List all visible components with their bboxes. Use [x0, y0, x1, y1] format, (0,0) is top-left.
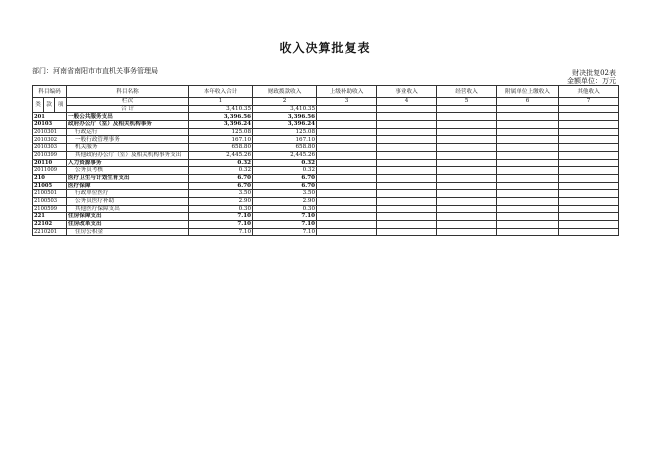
- income-total: 7.10: [189, 228, 253, 236]
- department-label: 部门：河南省南阳市市直机关事务管理局: [32, 67, 158, 75]
- empty-cell: [377, 213, 437, 221]
- empty-cell: [377, 197, 437, 205]
- empty-cell: [497, 136, 559, 144]
- subject-code: 2011009: [33, 167, 67, 175]
- empty-cell: [317, 159, 377, 167]
- empty-cell: [559, 136, 619, 144]
- subject-code: 20110: [33, 159, 67, 167]
- subject-name: 人力资源事务: [67, 159, 189, 167]
- table-row: [33, 121, 619, 129]
- income-total: 0.32: [189, 159, 253, 167]
- form-number: 财决批复02表: [572, 69, 616, 77]
- subject-code: 2010301: [33, 128, 67, 136]
- total-fiscal: 3,410.35: [253, 105, 317, 113]
- table-row: [33, 190, 619, 198]
- empty-cell: [497, 221, 559, 229]
- subject-code: 201: [33, 113, 67, 121]
- subject-code: 2100599: [33, 205, 67, 213]
- income-total: 125.08: [189, 128, 253, 136]
- table-row: [33, 159, 619, 167]
- empty-cell: [559, 182, 619, 190]
- empty-cell: [559, 221, 619, 229]
- income-total: 7.10: [189, 213, 253, 221]
- header-xiang: 项: [55, 98, 67, 113]
- subject-code: 2010399: [33, 151, 67, 159]
- empty-cell: [559, 144, 619, 152]
- empty-cell: [317, 221, 377, 229]
- empty-cell: [559, 174, 619, 182]
- empty-cell: [377, 182, 437, 190]
- header-col-other: 其他收入: [559, 86, 619, 98]
- table-row: [33, 213, 619, 221]
- empty-cell: [437, 121, 497, 129]
- empty-cell: [497, 159, 559, 167]
- empty-cell: [377, 136, 437, 144]
- empty-cell: [377, 190, 437, 198]
- empty-cell: [497, 128, 559, 136]
- total-label: 合 计: [67, 105, 189, 113]
- empty-cell: [497, 182, 559, 190]
- subject-name: 行政运行: [67, 128, 189, 136]
- subject-name: 医疗卫生与计划生育支出: [67, 174, 189, 182]
- empty-cell: [497, 197, 559, 205]
- col-number-2: 2: [253, 98, 317, 106]
- empty-cell: [437, 213, 497, 221]
- empty-cell: [317, 121, 377, 129]
- header-col-operating: 经营收入: [437, 86, 497, 98]
- table-row: [33, 136, 619, 144]
- header-col-subsidiary: 附属单位上缴收入: [497, 86, 559, 98]
- table-row: [33, 151, 619, 159]
- subject-name: 公务员医疗补助: [67, 197, 189, 205]
- table-row: [33, 197, 619, 205]
- empty-cell: [377, 167, 437, 175]
- empty-cell: [377, 144, 437, 152]
- subject-code: 2210201: [33, 228, 67, 236]
- empty-cell: [559, 159, 619, 167]
- income-total: 3.50: [189, 190, 253, 198]
- table-row: [33, 144, 619, 152]
- fiscal-income: 3,396.24: [253, 121, 317, 129]
- empty-cell: [317, 151, 377, 159]
- empty-cell: [437, 174, 497, 182]
- empty-cell: [437, 136, 497, 144]
- empty-cell: [559, 113, 619, 121]
- income-total: 7.10: [189, 221, 253, 229]
- row-label: 栏次: [67, 98, 189, 106]
- income-total: 0.30: [189, 205, 253, 213]
- subject-code: 221: [33, 213, 67, 221]
- col-number-7: 7: [559, 98, 619, 106]
- fiscal-income: 3.50: [253, 190, 317, 198]
- empty-cell: [559, 151, 619, 159]
- empty-cell: [497, 113, 559, 121]
- empty-cell: [317, 174, 377, 182]
- table-row: [33, 128, 619, 136]
- total-row: [33, 105, 619, 113]
- empty-cell: [317, 113, 377, 121]
- header-lei: 类: [33, 98, 44, 113]
- fiscal-income: 658.80: [253, 144, 317, 152]
- subject-code: 2100501: [33, 190, 67, 198]
- subject-name: 一般公共服务支出: [67, 113, 189, 121]
- table-row: [33, 228, 619, 236]
- subject-code: 2100503: [33, 197, 67, 205]
- empty-cell: [377, 151, 437, 159]
- empty-cell: [317, 182, 377, 190]
- income-total: 6.70: [189, 174, 253, 182]
- income-total: 167.10: [189, 136, 253, 144]
- empty-cell: [377, 174, 437, 182]
- header-col-superior: 上级补助收入: [317, 86, 377, 98]
- fiscal-income: 6.70: [253, 182, 317, 190]
- empty-cell: [317, 144, 377, 152]
- empty-cell: [559, 121, 619, 129]
- empty-cell: [497, 121, 559, 129]
- fiscal-income: 6.70: [253, 174, 317, 182]
- empty-cell: [317, 197, 377, 205]
- col-number-6: 6: [497, 98, 559, 106]
- empty-cell: [317, 136, 377, 144]
- empty-cell: [317, 213, 377, 221]
- fiscal-income: 3,396.56: [253, 113, 317, 121]
- fiscal-income: 0.32: [253, 159, 317, 167]
- empty-cell: [437, 159, 497, 167]
- header-col-business: 事业收入: [377, 86, 437, 98]
- fiscal-income: 7.10: [253, 213, 317, 221]
- empty-cell: [497, 167, 559, 175]
- subject-code: 2010303: [33, 144, 67, 152]
- empty-cell: [437, 113, 497, 121]
- fiscal-income: 167.10: [253, 136, 317, 144]
- empty-cell: [559, 213, 619, 221]
- table-row: [33, 113, 619, 121]
- table-row: [33, 221, 619, 229]
- header-kuan: 款: [44, 98, 55, 113]
- empty-cell: [437, 128, 497, 136]
- empty-cell: [559, 167, 619, 175]
- empty-cell: [437, 182, 497, 190]
- table-row: [33, 182, 619, 190]
- header-subject-name: 科目名称: [67, 86, 189, 98]
- col-number-5: 5: [437, 98, 497, 106]
- amount-unit: 金额单位：万元: [567, 77, 616, 85]
- empty-cell: [317, 205, 377, 213]
- subject-name: 住房改革支出: [67, 221, 189, 229]
- fiscal-income: 125.08: [253, 128, 317, 136]
- subject-code: 210: [33, 174, 67, 182]
- subject-name: 住房保障支出: [67, 213, 189, 221]
- subject-name: 医疗保障: [67, 182, 189, 190]
- total-income: 3,410.35: [189, 105, 253, 113]
- table-row: [33, 167, 619, 175]
- empty-cell: [437, 197, 497, 205]
- empty-cell: [559, 228, 619, 236]
- empty-cell: [377, 221, 437, 229]
- fiscal-income: 7.10: [253, 221, 317, 229]
- income-total: 3,396.56: [189, 113, 253, 121]
- empty-cell: [317, 167, 377, 175]
- empty-cell: [437, 228, 497, 236]
- table-row: [33, 174, 619, 182]
- empty-cell: [437, 190, 497, 198]
- header-subject-code: 科目编码: [33, 86, 67, 98]
- empty-cell: [559, 205, 619, 213]
- empty-cell: [437, 144, 497, 152]
- empty-cell: [317, 228, 377, 236]
- fiscal-income: 7.10: [253, 228, 317, 236]
- empty-cell: [377, 228, 437, 236]
- subject-name: 机关服务: [67, 144, 189, 152]
- empty-cell: [497, 174, 559, 182]
- header-col-fiscal: 财政拨款收入: [253, 86, 317, 98]
- subject-name: 其他医疗保障支出: [67, 205, 189, 213]
- empty-cell: [437, 167, 497, 175]
- empty-cell: [497, 228, 559, 236]
- empty-cell: [559, 190, 619, 198]
- empty-cell: [497, 144, 559, 152]
- income-total: 658.80: [189, 144, 253, 152]
- empty-cell: [377, 113, 437, 121]
- subject-code: 20103: [33, 121, 67, 129]
- empty-cell: [377, 121, 437, 129]
- empty-cell: [497, 213, 559, 221]
- empty-cell: [559, 197, 619, 205]
- empty-cell: [317, 128, 377, 136]
- empty-cell: [437, 151, 497, 159]
- subject-name: 其他政府办公厅（室）及相关机构事务支出: [67, 151, 189, 159]
- empty-cell: [437, 205, 497, 213]
- empty-cell: [559, 128, 619, 136]
- empty-cell: [497, 190, 559, 198]
- income-total: 0.32: [189, 167, 253, 175]
- col-number-4: 4: [377, 98, 437, 106]
- fiscal-income: 0.30: [253, 205, 317, 213]
- empty-cell: [377, 159, 437, 167]
- subject-code: 22102: [33, 221, 67, 229]
- fiscal-income: 2,445.26: [253, 151, 317, 159]
- income-total: 2,445.26: [189, 151, 253, 159]
- subject-name: 一般行政管理事务: [67, 136, 189, 144]
- income-total: 6.70: [189, 182, 253, 190]
- empty-cell: [317, 190, 377, 198]
- subject-name: 行政单位医疗: [67, 190, 189, 198]
- subject-name: 公务员考核: [67, 167, 189, 175]
- subject-code: 21005: [33, 182, 67, 190]
- empty-cell: [437, 221, 497, 229]
- subject-code: 2010302: [33, 136, 67, 144]
- empty-cell: [497, 151, 559, 159]
- document-title: 收入决算批复表: [279, 41, 371, 55]
- empty-cell: [377, 128, 437, 136]
- subject-name: 住房公积金: [67, 228, 189, 236]
- col-number-3: 3: [317, 98, 377, 106]
- header-col-total: 本年收入合计: [189, 86, 253, 98]
- income-total: 3,396.24: [189, 121, 253, 129]
- income-table: [32, 85, 619, 236]
- empty-cell: [497, 205, 559, 213]
- fiscal-income: 0.32: [253, 167, 317, 175]
- fiscal-income: 2.90: [253, 197, 317, 205]
- income-total: 2.90: [189, 197, 253, 205]
- subject-name: 政府办公厅（室）及相关机构事务: [67, 121, 189, 129]
- empty-cell: [377, 205, 437, 213]
- col-number-1: 1: [189, 98, 253, 106]
- table-row: [33, 205, 619, 213]
